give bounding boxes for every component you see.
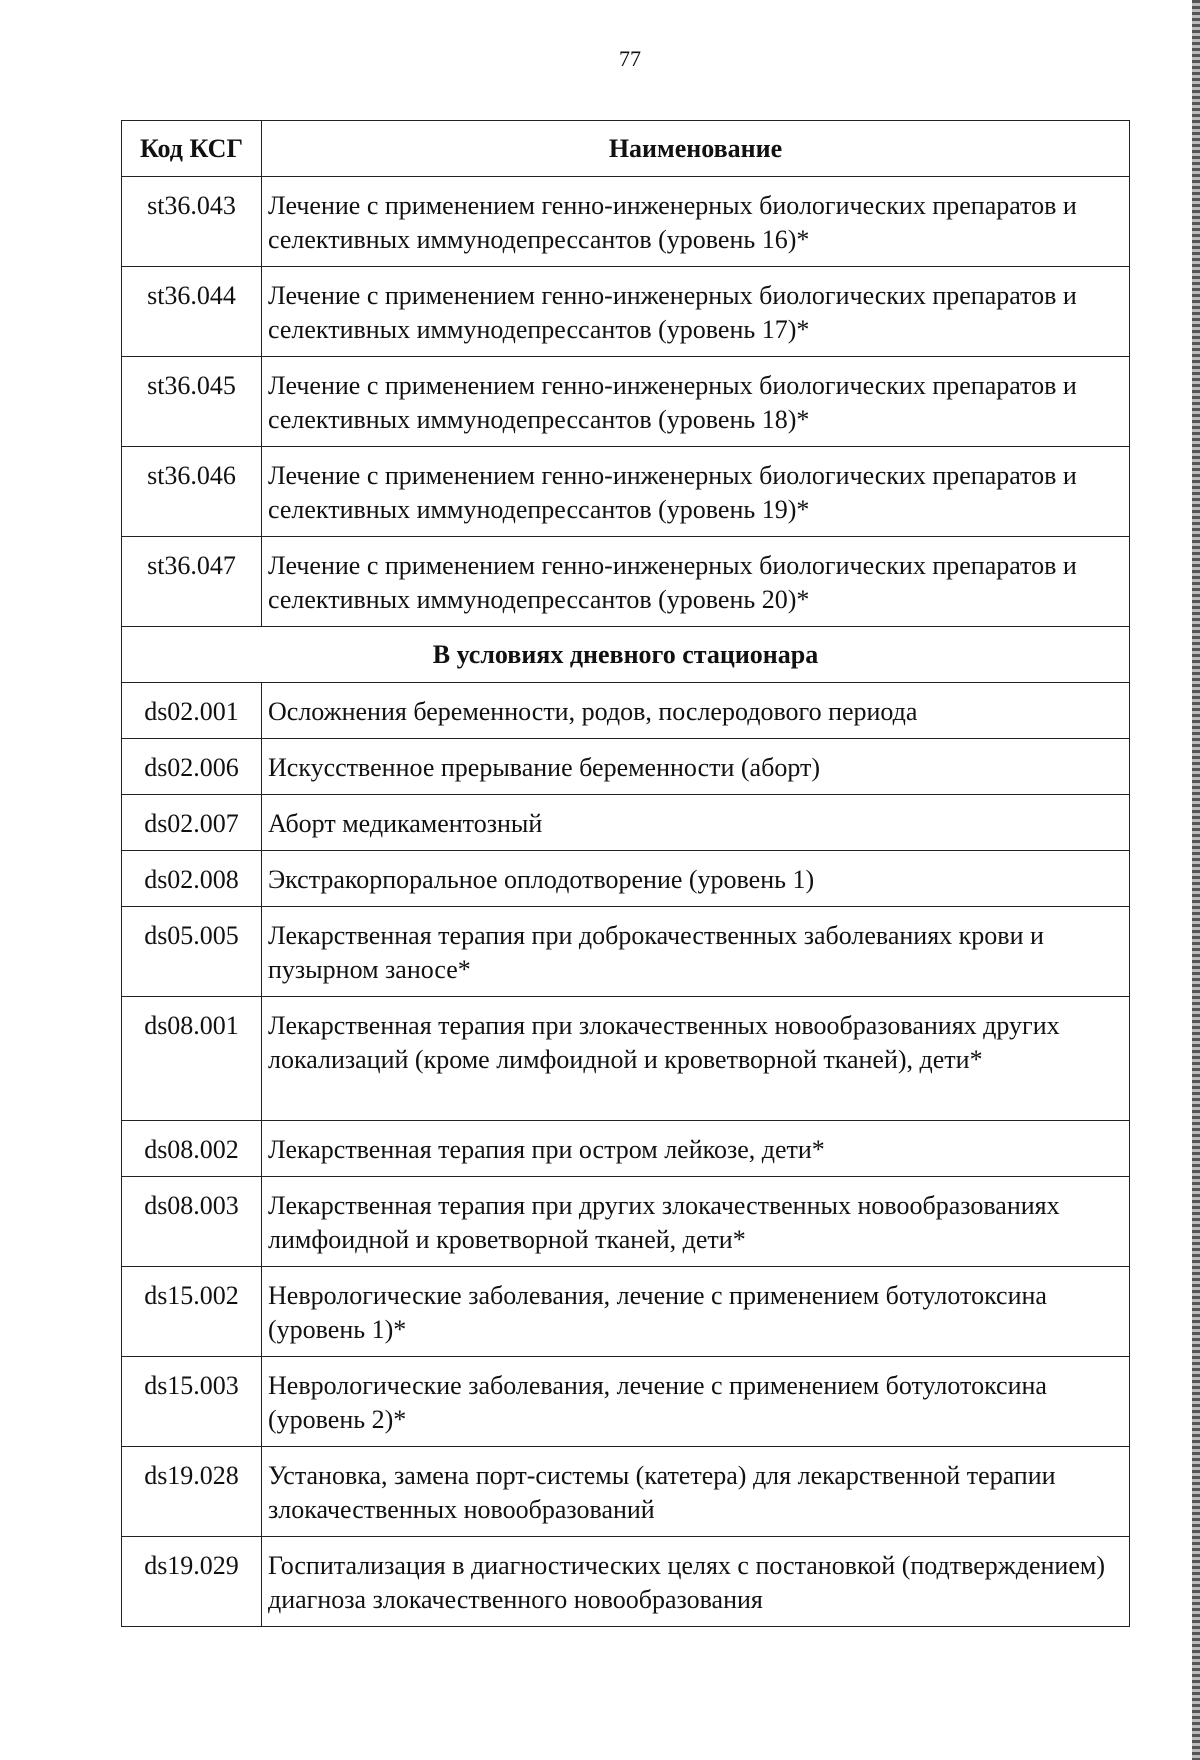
table-row [122, 795, 1130, 851]
ksg-code-cell: ds08.001 [122, 997, 262, 1121]
ksg-name-cell: Лечение с применением генно-инженерных биологических препаратов и селективных иммунодепрессантов (уровень 16)* [262, 177, 1130, 267]
table-row [122, 1357, 1130, 1447]
ksg-code-cell: ds15.002 [122, 1267, 262, 1357]
ksg-code-cell: st36.046 [122, 447, 262, 537]
table-row [122, 997, 1130, 1121]
table-row [122, 177, 1130, 267]
ksg-name-cell: Искусственное прерывание беременности (аборт) [262, 739, 1130, 795]
ksg-name-cell: Установка, замена порт-системы (катетера) для лекарственной терапии злокачественных новообразований [262, 1447, 1130, 1537]
ksg-name-cell: Лечение с применением генно-инженерных биологических препаратов и селективных иммунодепрессантов (уровень 19)* [262, 447, 1130, 537]
ksg-name-cell: Неврологические заболевания, лечение с применением ботулотоксина (уровень 1)* [262, 1267, 1130, 1357]
ksg-code-cell: ds02.008 [122, 851, 262, 907]
ksg-code-cell: ds02.007 [122, 795, 262, 851]
ksg-code-cell: st36.047 [122, 537, 262, 627]
table-row [122, 537, 1130, 627]
ksg-code-cell: st36.043 [122, 177, 262, 267]
table-row [122, 739, 1130, 795]
ksg-name-cell: Лекарственная терапия при других злокачественных новообразованиях лимфоидной и кроветворной тканей, дети* [262, 1177, 1130, 1267]
table-body [122, 177, 1130, 1627]
ksg-name-cell: Неврологические заболевания, лечение с применением ботулотоксина (уровень 2)* [262, 1357, 1130, 1447]
table-row [122, 1537, 1130, 1627]
page-number: 77 [619, 46, 641, 71]
ksg-name-cell: Лекарственная терапия при злокачественных новообразованиях других локализаций (кроме лимфоидной и кроветворной тканей), дети* [262, 997, 1130, 1121]
table-row [122, 267, 1130, 357]
ksg-code-cell: st36.044 [122, 267, 262, 357]
table-row [122, 851, 1130, 907]
column-header-code: Код КСГ [122, 121, 262, 177]
ksg-code-cell: ds15.003 [122, 1357, 262, 1447]
ksg-table [121, 120, 1130, 1627]
table-row [122, 447, 1130, 537]
ksg-code-cell: ds05.005 [122, 907, 262, 997]
table-row [122, 907, 1130, 997]
table-header-row [122, 121, 1130, 177]
ksg-name-cell: Лечение с применением генно-инженерных биологических препаратов и селективных иммунодепрессантов (уровень 20)* [262, 537, 1130, 627]
ksg-code-cell: ds19.029 [122, 1537, 262, 1627]
ksg-name-cell: Осложнения беременности, родов, послеродового периода [262, 683, 1130, 739]
ksg-name-cell: Экстракорпоральное оплодотворение (уровень 1) [262, 851, 1130, 907]
ksg-name-cell: Лечение с применением генно-инженерных биологических препаратов и селективных иммунодепрессантов (уровень 18)* [262, 357, 1130, 447]
section-title: В условиях дневного стационара [122, 627, 1130, 683]
table-row [122, 1447, 1130, 1537]
ksg-name-cell: Госпитализация в диагностических целях с постановкой (подтверждением) диагноза злокачественного новообразования [262, 1537, 1130, 1627]
ksg-name-cell: Лечение с применением генно-инженерных биологических препаратов и селективных иммунодепрессантов (уровень 17)* [262, 267, 1130, 357]
table-row [122, 1177, 1130, 1267]
ksg-code-cell: ds08.002 [122, 1121, 262, 1177]
ksg-name-cell: Лекарственная терапия при остром лейкозе, дети* [262, 1121, 1130, 1177]
ksg-code-cell: ds08.003 [122, 1177, 262, 1267]
ksg-code-cell: ds19.028 [122, 1447, 262, 1537]
table-row [122, 1267, 1130, 1357]
ksg-name-cell: Лекарственная терапия при доброкачественных заболеваниях крови и пузырном заносе* [262, 907, 1130, 997]
table-row [122, 1121, 1130, 1177]
ksg-name-cell: Аборт медикаментозный [262, 795, 1130, 851]
column-header-name: Наименование [262, 121, 1130, 177]
table-row [122, 357, 1130, 447]
scan-edge-artifact [1192, 0, 1200, 1760]
ksg-code-cell: ds02.001 [122, 683, 262, 739]
table-row [122, 683, 1130, 739]
ksg-code-cell: ds02.006 [122, 739, 262, 795]
section-row [122, 627, 1130, 683]
ksg-code-cell: st36.045 [122, 357, 262, 447]
